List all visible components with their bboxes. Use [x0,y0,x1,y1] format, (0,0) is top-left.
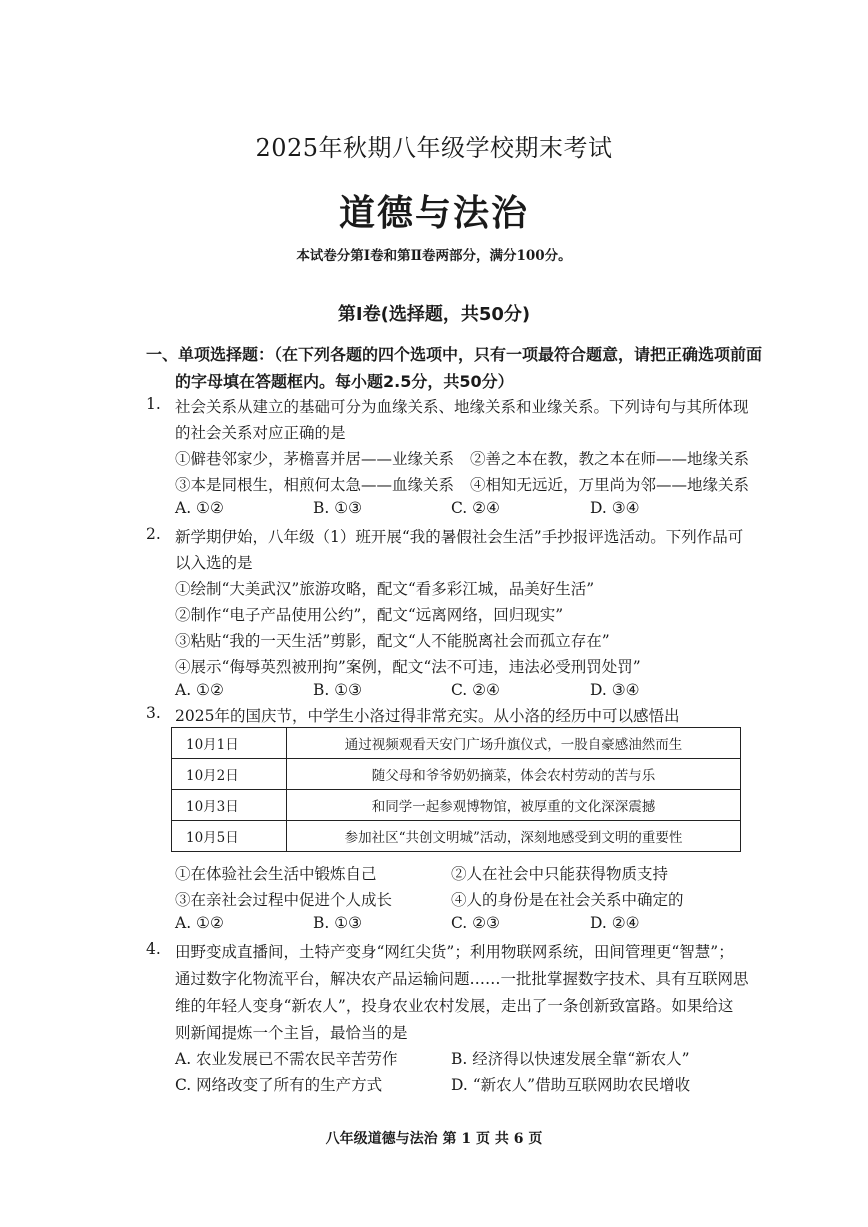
statement: ②制作“电子产品使用公约”，配文“远离网络，回归现实” [175,606,564,624]
option-b: B. ①③ [313,681,363,699]
paper-note: 本试卷分第Ⅰ卷和第Ⅱ卷两部分，满分100分。 [296,248,572,264]
exam-title: 2025年秋期八年级学校期末考试 [255,134,613,162]
section-heading-line2: 的字母填在答题框内。每小题2.5分，共50分） [175,372,514,391]
statement: ②善之本在教，教之本在师——地缘关系 [470,450,750,468]
table-cell-date: 10月1日 [172,728,287,759]
statement: ①在体验社会生活中锻炼自己 [175,865,377,883]
table-cell-date: 10月2日 [172,759,287,790]
statement: ②人在社会中只能获得物质支持 [451,865,669,883]
option-c: C. ②④ [451,681,500,699]
question-number: 1. [146,395,161,413]
option-d: D. “新农人”借助互联网助农民增收 [451,1076,691,1094]
table-row [172,728,741,759]
question-number: 3. [146,704,161,722]
statement: ④展示“侮辱英烈被刑拘”案例，配文“法不可违，违法必受刑罚处罚” [175,658,641,676]
table-row [172,759,741,790]
question-stem: 通过数字化物流平台，解决农产品运输问题……一批批掌握数字技术、具有互联网思 [175,970,749,988]
question-stem: 则新闻提炼一个主旨，最恰当的是 [175,1024,408,1042]
schedule-table [171,727,741,852]
option-c: C. 网络改变了所有的生产方式 [175,1076,383,1094]
table-cell-event: 和同学一起参观博物馆，被厚重的文化深深震撼 [287,790,741,821]
question-number: 4. [146,940,161,958]
question-stem: 以入选的是 [175,554,253,572]
option-b: B. ①③ [313,499,363,517]
statement: ①绘制“大美武汉”旅游攻略，配文“看多彩江城，品美好生活” [175,580,595,598]
subject-title: 道德与法治 [338,193,529,234]
option-d: D. ③④ [590,499,640,517]
option-c: C. ②④ [451,499,500,517]
question-number: 2. [146,525,161,543]
statement: ④人的身份是在社会关系中确定的 [451,891,684,909]
option-d: D. ②④ [590,914,640,932]
page-footer: 八年级道德与法治 第 1 页 共 6 页 [325,1131,543,1147]
option-a: A. ①② [175,499,224,517]
table-row [172,790,741,821]
statement: ④相知无远近，万里尚为邻——地缘关系 [470,476,750,494]
question-stem: 维的年轻人变身“新农人”，投身农业农村发展，走出了一条创新致富路。如果给这 [175,997,734,1015]
option-b: B. ①③ [313,914,363,932]
statement: ③在亲社会过程中促进个人成长 [175,891,393,909]
option-d: D. ③④ [590,681,640,699]
question-stem: 社会关系从建立的基础可分为血缘关系、地缘关系和业缘关系。下列诗句与其所体现 [175,398,749,416]
option-a: A. 农业发展已不需农民辛苦劳作 [175,1050,398,1068]
option-a: A. ①② [175,681,224,699]
question-stem: 2025年的国庆节，中学生小洛过得非常充实。从小洛的经历中可以感悟出 [175,707,680,725]
statement: ①僻巷邻家少，茅檐喜并居——业缘关系 [175,450,455,468]
statement: ③本是同根生，相煎何太急——血缘关系 [175,476,455,494]
option-a: A. ①② [175,914,224,932]
question-stem: 田野变成直播间，土特产变身“网红尖货”；利用物联网系统，田间管理更“智慧”； [175,943,734,961]
part-title: 第Ⅰ卷(选择题，共50分) [337,304,531,325]
question-stem: 新学期伊始，八年级（1）班开展“我的暑假社会生活”手抄报评选活动。下列作品可 [175,528,744,546]
table-cell-event: 通过视频观看天安门广场升旗仪式，一股自豪感油然而生 [287,728,741,759]
table-cell-event: 参加社区“共创文明城”活动，深刻地感受到文明的重要性 [287,821,741,852]
statement: ③粘贴“我的一天生活”剪影，配文“人不能脱离社会而孤立存在” [175,632,610,650]
option-c: C. ②③ [451,914,500,932]
table-cell-event: 随父母和爷爷奶奶摘菜，体会农村劳动的苦与乐 [287,759,741,790]
section-heading-line1: 一、单项选择题：（在下列各题的四个选项中，只有一项最符合题意，请把正确选项前面 [146,345,763,364]
option-b: B. 经济得以快速发展全靠“新农人” [451,1050,690,1068]
table-row [172,821,741,852]
table-cell-date: 10月3日 [172,790,287,821]
question-stem: 的社会关系对应正确的是 [175,424,346,442]
table-cell-date: 10月5日 [172,821,287,852]
